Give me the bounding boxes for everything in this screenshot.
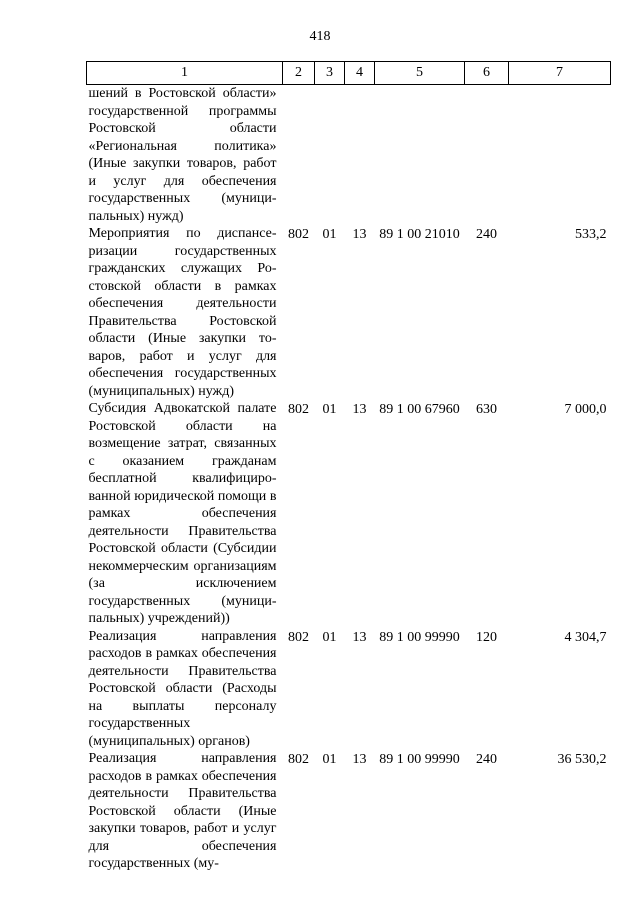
row-type: 630	[476, 402, 497, 417]
row-target: 89 1 00 99990	[379, 629, 460, 645]
row-target: 89 1 00 21010	[379, 227, 460, 242]
row-amount: 36 530,2	[557, 752, 607, 767]
row-code: 802	[288, 752, 309, 767]
table-row	[87, 628, 611, 751]
row-amount: 7 000,0	[564, 402, 607, 417]
header-row	[87, 62, 611, 85]
row-code: 802	[288, 629, 309, 645]
row-description: Реализация направления расходов в рамках обеспечения деятельности Правительства Ростовской области (Иные закупки товаров, работ и услуг для обеспечения государственных (му-	[88, 751, 277, 871]
row-description: Реализация направления расходов в рамках обеспечения деятельности Правительства Ростовской области (Расходы на выплаты персоналу государственных (муниципальных) органов)	[88, 628, 277, 749]
table-header	[87, 62, 611, 85]
row-subsection: 13	[352, 752, 367, 767]
header-col-3: 3	[315, 62, 345, 85]
header-col-6: 6	[465, 62, 509, 85]
table-row	[87, 225, 611, 400]
row-amount: 4 304,7	[564, 629, 607, 645]
page-number: 418	[309, 29, 331, 44]
row-subsection: 13	[352, 629, 367, 645]
row-amount: 533,2	[575, 227, 607, 242]
row-type: 120	[476, 629, 497, 645]
row-code: 802	[288, 402, 309, 417]
header-col-5: 5	[375, 62, 465, 85]
row-description: Субсидия Адвокатской палате Ростовской области на возмещение затрат, связанных с оказанием гражданам бесплатной квалифицированной юридической помощи в рамках обеспечения деятельности Правительства Ростовской области (Субсидии некоммерческим организациям (за исключением государственных (муниципальных) учреждений))	[88, 401, 277, 626]
row-section: 01	[322, 629, 337, 645]
header-col-2: 2	[283, 62, 315, 85]
row-description: Мероприятия по диспансеризации государственных гражданских служащих Ростовской области в рамках обеспечения деятельности Правительства Ростовской области (Иные закупки товаров, работ и услуг для обеспечения государственных (муниципальных) нужд)	[88, 226, 277, 399]
table-row	[87, 750, 611, 873]
row-target	[375, 85, 465, 226]
row-target: 89 1 00 99990	[379, 752, 460, 767]
row-section	[315, 85, 345, 226]
row-amount	[509, 85, 611, 226]
row-type: 240	[476, 752, 497, 767]
table-body	[87, 85, 611, 873]
row-subsection: 13	[352, 402, 367, 417]
row-section: 01	[322, 402, 337, 417]
row-subsection: 13	[352, 227, 367, 242]
table-row	[87, 400, 611, 628]
header-col-7: 7	[509, 62, 611, 85]
row-code: 802	[288, 227, 309, 242]
table-row	[87, 85, 611, 226]
header-col-1: 1	[87, 62, 283, 85]
row-target: 89 1 00 67960	[379, 402, 460, 417]
row-type	[465, 85, 509, 226]
row-type: 240	[476, 227, 497, 242]
row-description: шений в Ростовской области» государственной программы Ростовской области «Региональная политика» (Иные закупки товаров, работ и услуг для обеспечения государственных (муниципальных) нужд)	[88, 86, 277, 224]
row-section: 01	[322, 752, 337, 767]
header-col-4: 4	[345, 62, 375, 85]
budget-table	[86, 61, 611, 873]
row-section: 01	[322, 227, 337, 242]
row-subsection	[345, 85, 375, 226]
row-code	[283, 85, 315, 226]
